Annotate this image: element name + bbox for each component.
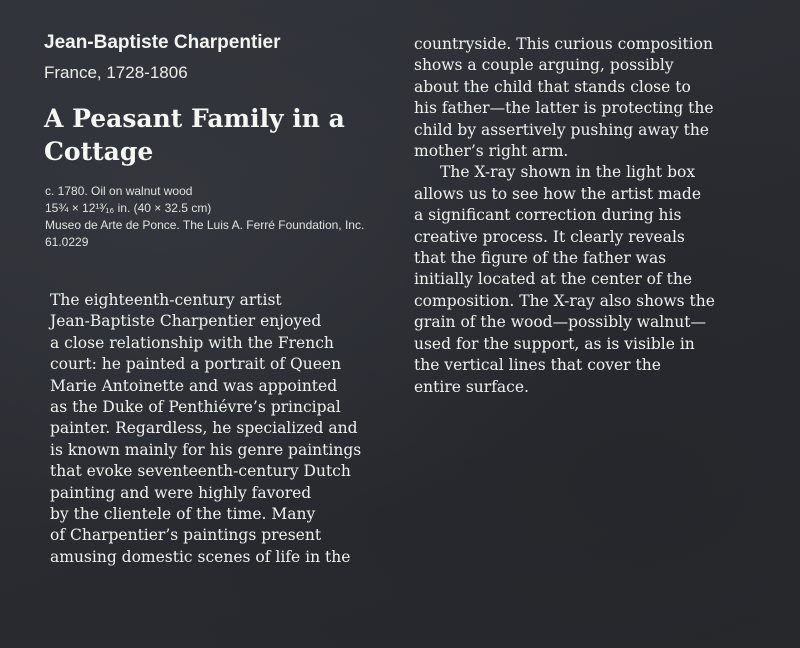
text-line: by the clientele of the time. Many: [50, 505, 316, 524]
artwork-title: [44, 102, 374, 168]
artwork-accession-number: 61.0229: [45, 235, 89, 249]
text-line: countryside. This curious composition: [414, 35, 713, 53]
text-line: mother’s right arm.: [414, 142, 569, 161]
artwork-date-medium: c. 1780. Oil on walnut wood: [45, 184, 193, 198]
text-line: court: he painted a portrait of Queen: [50, 355, 342, 374]
text-line: the vertical lines that cover the: [414, 356, 661, 375]
text-line: is known mainly for his genre paintings: [50, 440, 362, 459]
text-line: that the figure of the father was: [414, 249, 667, 268]
artist-name: Jean-Baptiste Charpentier: [44, 32, 281, 53]
text-line: entire surface.: [414, 377, 529, 396]
text-line: that evoke seventeenth-century Dutch: [50, 462, 351, 481]
artwork-title-line: Cottage: [44, 137, 154, 166]
text-line: painting and were highly favored: [50, 483, 312, 502]
text-line: as the Duke of Penthiévre’s principal: [50, 398, 341, 417]
artwork-dimensions: 15¾ × 12¹³⁄₁₆ in. (40 × 32.5 cm): [45, 201, 212, 215]
text-line: creative process. It clearly reveals: [414, 227, 685, 246]
text-line: initially located at the center of the: [414, 270, 693, 289]
text-line: Jean-Baptiste Charpentier enjoyed: [50, 312, 322, 331]
text-line: a close relationship with the French: [50, 333, 334, 352]
artwork-details: [45, 183, 364, 251]
text-line: child by assertively pushing away the: [414, 120, 709, 139]
artwork-title-line: A Peasant Family in a: [44, 104, 345, 133]
paragraph-start-line: The X-ray shown in the light box: [440, 163, 696, 182]
text-line: The eighteenth-century artist: [50, 291, 282, 309]
artwork-credit-line: Museo de Arte de Ponce. The Luis A. Ferré Foundation, Inc.: [45, 218, 365, 232]
text-line: composition. The X-ray also shows the: [414, 291, 715, 310]
text-line: shows a couple arguing, possibly: [414, 56, 674, 75]
text-line: of Charpentier’s paintings present: [50, 526, 322, 545]
text-line: about the child that stands close to: [414, 77, 691, 96]
text-line: Marie Antoinette and was appointed: [50, 376, 338, 395]
text-line: used for the support, as is visible in: [414, 334, 695, 353]
text-line: a significant correction during his: [414, 206, 682, 225]
text-line: painter. Regardless, he specialized and: [50, 419, 358, 438]
text-line: amusing domestic scenes of life in the: [50, 547, 351, 566]
text-line: his father—the latter is protecting the: [414, 99, 714, 118]
artist-origin-dates: France, 1728-1806: [44, 63, 188, 82]
description-column-right: [414, 34, 764, 398]
text-line: grain of the wood—possibly walnut—: [414, 313, 706, 332]
text-line: allows us to see how the artist made: [414, 184, 702, 203]
description-column-left: [50, 290, 395, 568]
